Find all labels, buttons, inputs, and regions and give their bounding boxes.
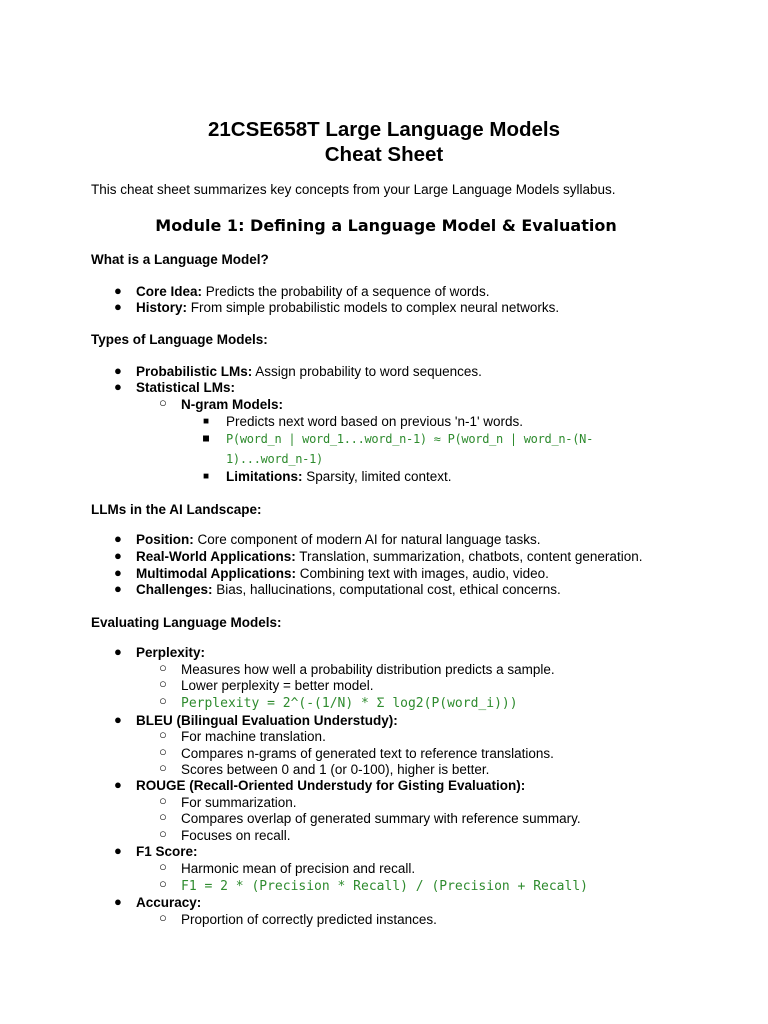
document-title: [0, 117, 768, 167]
formula-ngram-cont: 1)...word_n-1): [226, 452, 323, 466]
list-item: ○ For machine translation.: [159, 727, 326, 744]
bullet-icon: ●: [114, 644, 122, 659]
list-item: ● Position: Core component of modern AI for natural language tasks.: [114, 531, 541, 547]
circle-bullet-icon: ○: [159, 760, 167, 775]
list-item: ○ Focuses on recall.: [159, 826, 291, 843]
list-item: ○ For summarization.: [159, 793, 297, 810]
list-item: ● Probabilistic LMs: Assign probability to word sequences.: [114, 363, 482, 379]
list-item: ● Real-World Applications: Translation, summarization, chatbots, content generation.: [114, 548, 643, 564]
list-item: ■ Limitations: Sparsity, limited context.: [203, 469, 452, 484]
circle-bullet-icon: ○: [159, 395, 167, 410]
formula-perplexity: ○ Perplexity = 2^(-(1/N) * Σ log2(P(word_i))): [159, 693, 518, 711]
bullet-icon: ●: [114, 548, 122, 563]
circle-bullet-icon: ○: [159, 727, 167, 742]
bullet-icon: ●: [114, 379, 122, 394]
list-item: ○ Compares overlap of generated summary with reference summary.: [159, 809, 581, 826]
formula-ngram: ■ P(word_n | word_1...word_n-1) ≈ P(word_n | word_n-(N-: [203, 432, 594, 446]
circle-bullet-icon: ○: [159, 660, 167, 675]
list-item: ○ Scores between 0 and 1 (or 0-100), higher is better.: [159, 760, 490, 777]
module-heading: Module 1: Defining a Language Model & Evaluation: [155, 216, 617, 235]
circle-bullet-icon: ○: [159, 859, 167, 874]
list-item: ○ Compares n-grams of generated text to reference translations.: [159, 744, 554, 761]
circle-bullet-icon: ○: [159, 744, 167, 759]
bullet-icon: ●: [114, 299, 122, 314]
circle-bullet-icon: ○: [159, 676, 167, 691]
section-heading-what-is-lm: What is a Language Model?: [91, 252, 269, 267]
bullet-icon: ●: [114, 581, 122, 596]
bullet-icon: ●: [114, 843, 122, 858]
square-bullet-icon: ■: [203, 433, 209, 444]
circle-bullet-icon: ○: [159, 826, 167, 841]
intro-paragraph: This cheat sheet summarizes key concepts from your Large Language Models syllabus.: [91, 182, 616, 197]
list-item: ● Core Idea: Predicts the probability of a sequence of words.: [114, 283, 490, 299]
list-item: ● BLEU (Bilingual Evaluation Understudy):: [114, 712, 398, 728]
title-line-2: Cheat Sheet: [324, 143, 444, 166]
list-item: ● F1 Score:: [114, 843, 198, 859]
list-item: ● Perplexity:: [114, 644, 206, 660]
list-item: ○ Measures how well a probability distribution predicts a sample.: [159, 660, 555, 677]
circle-bullet-icon: ○: [159, 809, 167, 824]
list-item: ● Challenges: Bias, hallucinations, computational cost, ethical concerns.: [114, 581, 561, 597]
circle-bullet-icon: ○: [159, 793, 167, 808]
list-item: ● Accuracy:: [114, 894, 202, 910]
bullet-icon: ●: [114, 777, 122, 792]
circle-bullet-icon: ○: [159, 876, 167, 891]
square-bullet-icon: ■: [203, 416, 210, 427]
title-line-1: 21CSE658T Large Language Models: [207, 118, 561, 141]
formula-f1: ○ F1 = 2 * (Precision * Recall) / (Precision + Recall): [159, 876, 588, 894]
list-item: ■ Predicts next word based on previous 'n-1' words.: [203, 414, 524, 429]
list-item: ● Multimodal Applications: Combining text with images, audio, video.: [114, 565, 549, 581]
bullet-icon: ●: [114, 894, 122, 909]
list-item: ● History: From simple probabilistic models to complex neural networks.: [114, 299, 560, 315]
list-item: ○ N-gram Models:: [159, 395, 284, 412]
list-item: ○ Proportion of correctly predicted instances.: [159, 910, 437, 927]
list-item: ● Statistical LMs:: [114, 379, 236, 395]
list-item: ● ROUGE (Recall-Oriented Understudy for Gisting Evaluation):: [114, 777, 526, 793]
list-item: ○ Harmonic mean of precision and recall.: [159, 859, 416, 876]
section-heading-evaluating: Evaluating Language Models:: [91, 615, 282, 630]
circle-bullet-icon: ○: [159, 693, 167, 708]
bullet-icon: ●: [114, 283, 122, 298]
square-bullet-icon: ■: [203, 471, 210, 482]
circle-bullet-icon: ○: [159, 910, 167, 925]
section-heading-types: Types of Language Models:: [91, 332, 268, 347]
bullet-icon: ●: [114, 712, 122, 727]
bullet-icon: ●: [114, 531, 122, 546]
section-heading-ai-landscape: LLMs in the AI Landscape:: [91, 502, 262, 517]
bullet-icon: ●: [114, 565, 122, 580]
list-item: ○ Lower perplexity = better model.: [159, 676, 374, 693]
bullet-icon: ●: [114, 363, 122, 378]
